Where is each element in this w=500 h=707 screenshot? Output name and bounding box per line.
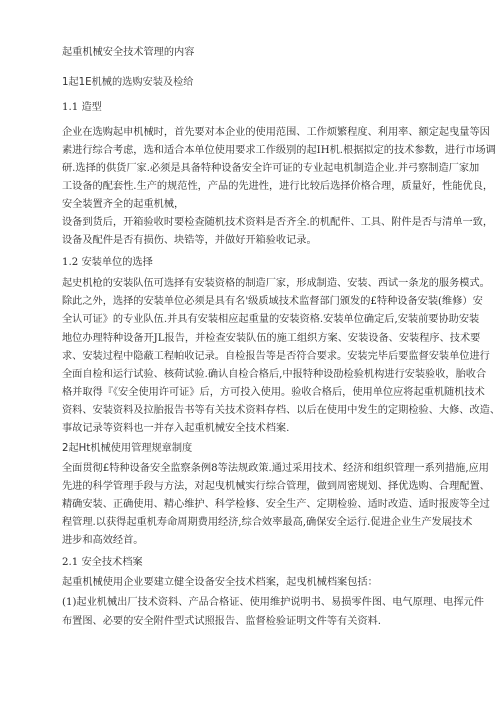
section-heading-1: 1起1E机械的选购安装及检给 xyxy=(62,77,194,88)
paragraph-line: 事故记录等资料也一并存入起重机械安全技术档案. xyxy=(62,423,290,434)
document-title: 起重机械安全技术管理的内容 xyxy=(62,47,195,58)
paragraph-line: 资料、安装资料及拉胎报告书等有关技术资料存档、以后在使用中发生的定期检验、大修、改造、 xyxy=(62,405,500,416)
paragraph-line: 起重机械使用企业要建立健全设备安全技术档案，起曳机械档案包括： xyxy=(62,577,378,588)
section-heading-2: 2起Ht机械使用管理规章制度 xyxy=(62,443,193,454)
paragraph-line: 精确安装、正确使用、精心维护、科学检修、安全生产、定期检验、适时改造、适时报废等全过 xyxy=(62,499,490,510)
paragraph-line: 工设备的配套性.生产的规范性，产品的先进性，进行比较后选择价格合理，质量好，性能优良， xyxy=(62,181,494,192)
subsection-heading-2-1: 2.1 安全技术档案 xyxy=(62,557,143,568)
paragraph-line: 求、安装过程中隐蔽工程帕收记录。自检报告等是否符合要求。安装完毕后要监督安装单位进行 xyxy=(62,351,490,362)
paragraph-line: 全认可证》的专业队伍.并具有安装相应起重量的安装资格.安装单位确定后,安装前要协助安装 xyxy=(62,314,480,325)
paragraph-line: 布置图、必要的安全附件型式试照报告、监督检验证明文件等有关资料. xyxy=(62,616,382,627)
paragraph-line: 进步和高效经首。 xyxy=(62,535,144,546)
paragraph-line: 先进的科学管理手段与方法，对起曳机械实行综合管理，做到周密规划、择优选购、合理配置、 xyxy=(62,481,490,492)
paragraph-line: 企业在选购起申机械时，首先要对本企业的使用范围、工作烦繁程度、利用率、额定起曳量等因 xyxy=(62,127,490,138)
paragraph-line: 格并取得『《安全使用许可证》后，方可投入使用。验收合格后，使用单位应将起重机随机技术 xyxy=(62,387,485,398)
paragraph-line: 全面贯彻£特种设备安全监察条例8等法规政策.通过采用技术、经济和组织管理一系列措施,应用 xyxy=(62,463,489,474)
paragraph-line: 除此之外，选择的安装单位必须是具有名'级质域技术监督部门颁发的£特种设备安装(维修）安 xyxy=(62,296,483,307)
subsection-heading-1-1: 1.1 造型 xyxy=(62,102,102,113)
paragraph-line: 研.选择的供货厂家.必须是具备特种设备安全许可证的专业起电机制造企业.并弓察制造厂家加 xyxy=(62,163,480,174)
paragraph-line: (1)起业机械出厂技术资料、产品合格证、使用维护说明书、易损零件图、电气原理、电挥元件 xyxy=(62,597,484,608)
paragraph-line: 设备到货后，开箱验收时要检查随机技术资料是否齐全.的机配件、工具、附件是否与清单一致， xyxy=(62,217,494,228)
paragraph-line: 安全装置齐全的起重机械， xyxy=(62,199,185,210)
paragraph-line: 素进行综合考虑，选和适合本单位使用要求工作级别的起IH机.根据拟定的技术参数，进行市场调 xyxy=(62,145,496,156)
paragraph-line: 全面自检和运行试验、核荷试验.确认自检合格后,中报特种设劭检验机构进行安装验收，胎收合 xyxy=(62,369,487,380)
paragraph-line: 程管理.以获得起重机寿命周期费用经济,综合效率最高,确保安全运行.促进企业生产发展技术 xyxy=(62,517,473,528)
subsection-heading-1-2: 1.2 安装单位的选择 xyxy=(62,257,153,268)
paragraph-line: 设备及配件是否有损伤、块锆等，并做好开箱验收记录。 xyxy=(62,235,317,246)
paragraph-line: 起史机枪的安装队伍可选择有安装资格的制造厂家，形成制造、安装、西试一条龙的服务模式。 xyxy=(62,278,490,289)
paragraph-line: 地位办理特种设备开JL报告，并检查安装队伍的施工组织方案、安装设备、安装程序、技术要 xyxy=(62,333,481,344)
